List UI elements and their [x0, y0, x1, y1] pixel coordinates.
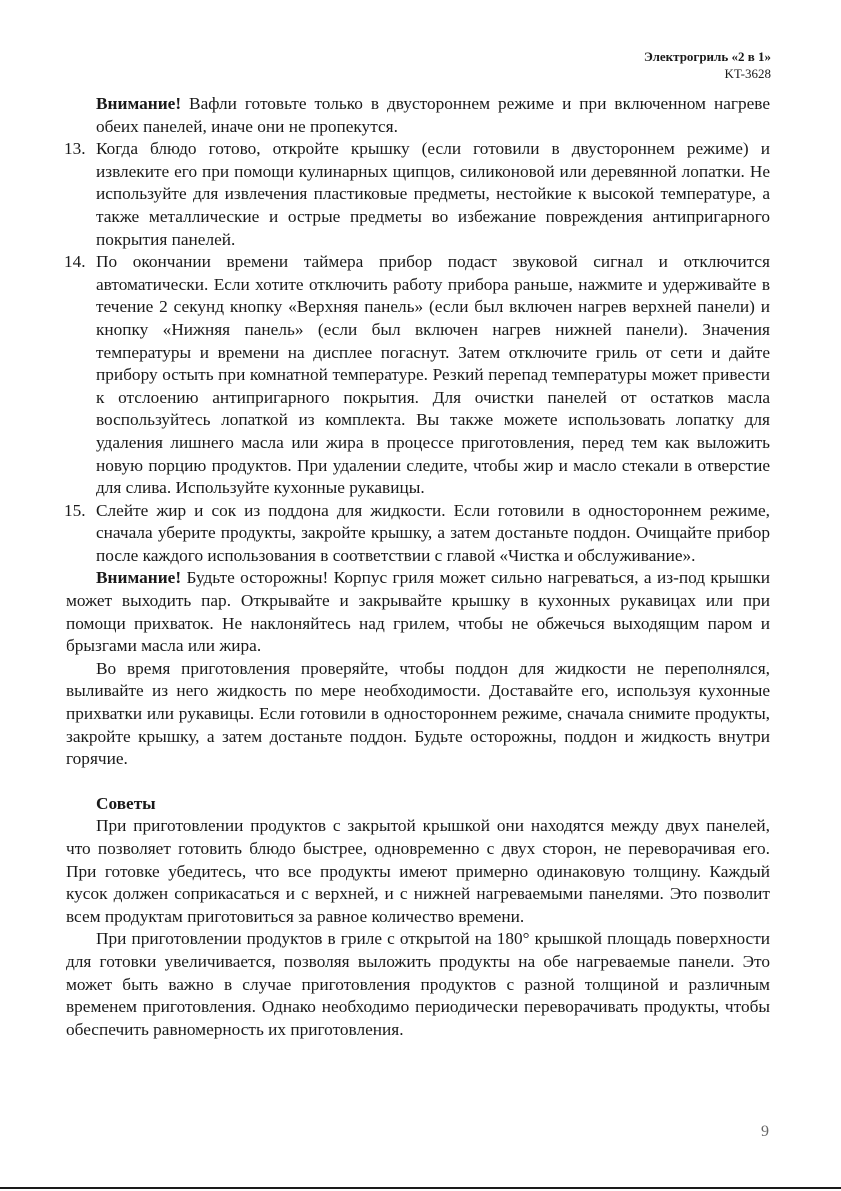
- warning-label: Внимание!: [96, 94, 182, 113]
- tips-heading: Советы: [96, 793, 156, 813]
- step-item: [66, 251, 770, 500]
- step-text: Слейте жир и сок из поддона для жидкости. Если готовили в одностороннем режиме, сначала уберите продукты, закройте крышку, а затем достаньте поддон. Очищайте прибор после каждого использования в соответствии с главой «Чистка и обслуживание».: [96, 500, 770, 565]
- warning-careful: [66, 567, 770, 657]
- warning-text: Вафли готовьте только в двустороннем режиме и при включенном нагреве обеих панелей, иначе они не пропекутся.: [96, 94, 770, 136]
- step-item: [66, 138, 770, 251]
- section-spacer: [66, 771, 770, 793]
- tips-paragraph: При приготовлении продуктов в гриле с открытой на 180° крышкой площадь поверхности для готовки увеличивается, позволяя выложить продукты на обе нагреваемые панели. Это может быть важно в случае приготовления продуктов с разной толщиной и различным временем приготовления. Однако необходимо периодически переворачивать продукты, чтобы обеспечить равномерность их приготовления.: [66, 929, 770, 1039]
- step-text: По окончании времени таймера прибор подаст звуковой сигнал и отключится автоматически. Если хотите отключить работу прибора раньше, нажмите и удерживайте в течение 2 секунд кнопку «Верхняя панель» (если был включен нагрев верхней панели) и кнопку «Нижняя панель» (если был включен нагрев нижней панели). Значения температуры и времени на дисплее погаснут. Затем отключите гриль от сети и дайте прибору остыть при комнатной температуре. Резкий перепад температуры может привести к отслоению антипригарного покрытия. Для очистки панелей от остатков масла воспользуйтесь лопаткой из комплекта. Вы также можете использовать лопатку для удаления лишнего масла или жира в процессе приготовления, перед тем как выложить новую порцию продуктов. При удалении следите, чтобы жир и масло стекали в отверстие для слива. Используйте кухонные рукавицы.: [96, 252, 770, 498]
- warning-waffles: [66, 93, 770, 138]
- warning-label: Внимание!: [96, 568, 182, 588]
- steps-list: [66, 138, 770, 567]
- bottom-rule: [0, 1187, 841, 1189]
- product-model: KT-3628: [724, 66, 771, 81]
- page-number: 9: [761, 1123, 769, 1140]
- product-title: Электрогриль «2 в 1»: [643, 49, 771, 64]
- tips-paragraph: При приготовлении продуктов с закрытой крышкой они находятся между двух панелей, что позволяет готовить блюдо быстрее, одновременно с двух сторон, не переворачивая его. При готовке убедитесь, что все продукты имеют примерно одинаковую толщину. Каждый кусок должен соприкасаться и с верхней, и с нижней нагреваемыми панелями. Это позволит всем продуктам приготовиться за равное количество времени.: [66, 816, 770, 926]
- page-header: [644, 48, 771, 82]
- warning-text: Будьте осторожны! Корпус гриля может сильно нагреваться, а из-под крышки может выходить пар. Открывайте и закрывайте крышку в кухонных рукавицах или при помощи прихваток. Не наклоняйтесь над грилем, чтобы не обжечься выходящим паром и брызгами масла или жира.: [66, 568, 770, 656]
- step-number: 13.: [64, 139, 86, 159]
- step-item: [66, 500, 770, 568]
- step-text: Когда блюдо готово, откройте крышку (если готовили в двустороннем режиме) и извлеките его при помощи кулинарных щипцов, силиконовой или деревянной лопатки. Не используйте для извлечения пластиковые предметы, нестойкие к высокой температуре, а также металлические и острые предметы во избежание повреждения антипригарного покрытия панелей.: [96, 139, 770, 249]
- step-number: 15.: [64, 500, 86, 520]
- step-number: 14.: [64, 252, 86, 272]
- page-content: [66, 93, 770, 1041]
- paragraph-tray: Во время приготовления проверяйте, чтобы поддон для жидкости не переполнялся, выливайте из него жидкость по мере необходимости. Доставайте его, используя кухонные прихватки или рукавицы. Если готовили в одностороннем режиме, сначала снимите продукты, закройте крышку, а затем достаньте поддон. Будьте осторожны, поддон и жидкость внутри горячие.: [66, 658, 770, 769]
